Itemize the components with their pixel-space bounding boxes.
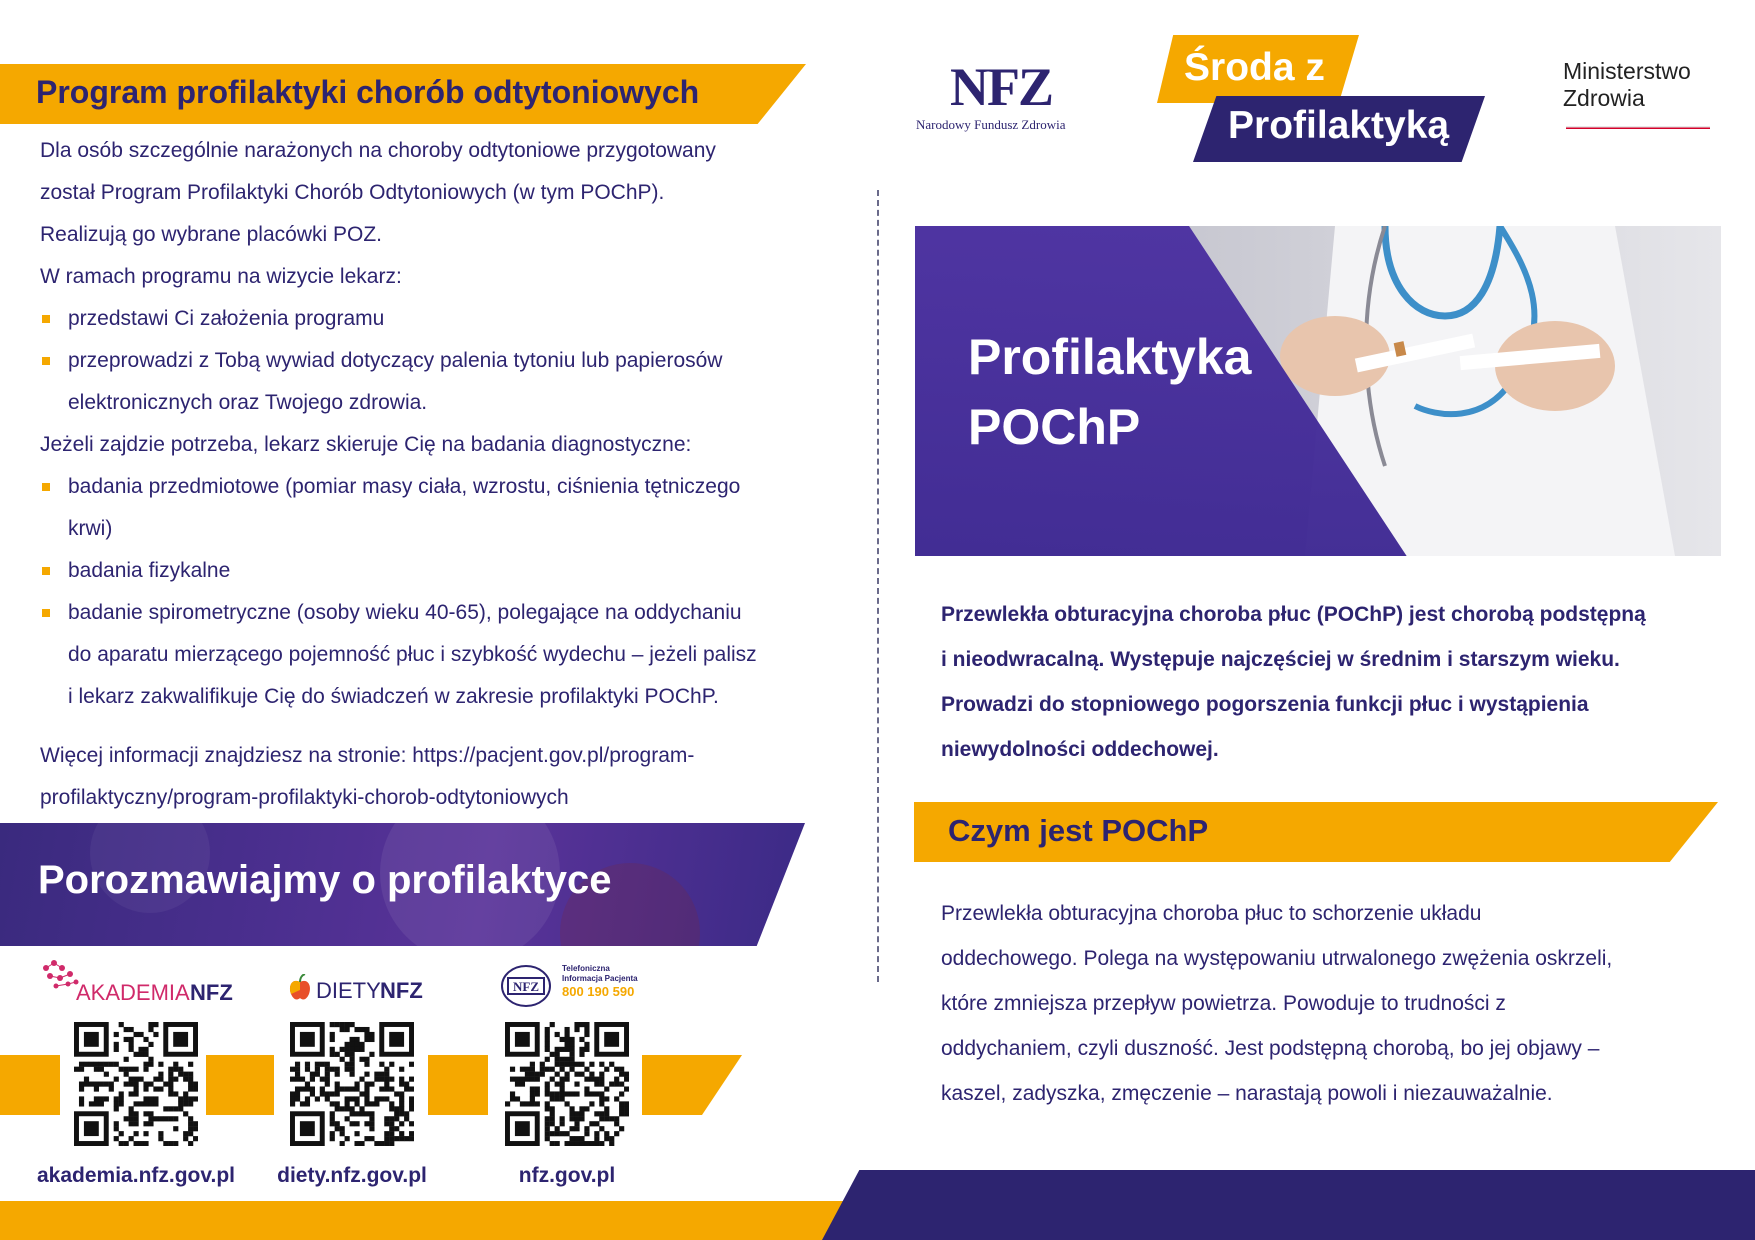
section-text: Przewlekła obturacyjna choroba płuc to schorzenie układu oddechowego. Polega na występowaniu utrwalonego zwężenia oskrzeli, które zmniejsza przepływ powietrza. Powoduje to trudności z oddychaniem, czyli duszność. Jest podstępną chorobą, bo jej objawy – kaszel, zadyszka, zmęczenie – narastają powoli i niezauważalnie. (941, 902, 1613, 1105)
akademia-nfz-logo[interactable]: AKADEMIA NFZ (40, 958, 250, 1006)
diety-nfz-logo[interactable]: DIETY NFZ (288, 974, 428, 1010)
program-url[interactable]: profilaktyczny/program-profilaktyki-chorob-odtytoniowych (40, 786, 569, 809)
list-item: badania fizykalne (40, 550, 820, 592)
section-title: Czym jest POChP (948, 813, 1209, 848)
qr-code-diety[interactable] (290, 1022, 414, 1146)
intro-line: został Program Profilaktyki Chorób Odtytoniowych (w tym POChP). (40, 181, 665, 204)
bullet-icon (42, 483, 50, 491)
bullet-icon (42, 315, 50, 323)
patient-hotline-logo[interactable]: NFZ Telefoniczna Informacja Pacjenta 800 190 590 (500, 962, 640, 1012)
akademia-link[interactable]: akademia.nfz.gov.pl (37, 1164, 235, 1187)
ministry-flag-line (1566, 126, 1710, 129)
intro-line: Realizują go wybrane placówki POZ. (40, 223, 382, 246)
banner-title: Porozmawiajmy o profilaktyce (38, 858, 612, 902)
bullet-icon (42, 357, 50, 365)
nfz-logo: NFZ (950, 57, 1052, 117)
nfz-logo-subtitle: Narodowy Fundusz Zdrowia (916, 117, 1066, 132)
visit-list (40, 298, 820, 424)
svg-text:NFZ: NFZ (513, 979, 539, 994)
strip (206, 1055, 274, 1115)
lead-paragraph: Przewlekła obturacyjna choroba płuc (POChP) jest chorobą podstępną i nieodwracalną. Występuje najczęściej w średnim i starszym wieku. Prowadzi do stopniowego pogorszenia funkcji płuc i wystąpienia niewydolności oddechowej. (941, 603, 1646, 761)
bullet-icon (42, 567, 50, 575)
campaign-logo-line1: Środa z (1184, 46, 1325, 89)
qr-code-nfz[interactable] (505, 1022, 629, 1146)
list-item: przedstawi Ci założenia programu (40, 298, 820, 340)
bullet-icon (42, 609, 50, 617)
list-item: przeprowadzi z Tobą wywiad dotyczący palenia tytoniu lub papierosów elektronicznych oraz Twojego zdrowia. (40, 340, 820, 424)
program-heading: Program profilaktyki chorób odtytoniowych (36, 74, 700, 110)
intro-line: Dla osób szczególnie narażonych na choroby odtytoniowe przygotowany (40, 139, 716, 162)
fold-divider (877, 190, 879, 982)
diety-link[interactable]: diety.nfz.gov.pl (277, 1164, 427, 1187)
program-description (40, 130, 820, 718)
list-item: badania przedmiotowe (pomiar masy ciała, wzrostu, ciśnienia tętniczego krwi) (40, 466, 820, 550)
qr-code-akademia[interactable] (74, 1022, 198, 1146)
diagnostics-intro: Jeżeli zajdzie potrzeba, lekarz skieruje Cię na badania diagnostyczne: (40, 433, 692, 456)
strip (0, 1055, 60, 1115)
phone-nfz-icon (500, 962, 556, 1008)
more-info: Więcej informacji znajdziesz na stronie: https://pacjent.gov.pl/program- profilaktyczny/program-profilaktyki-chorob-odtytoniowych (40, 735, 820, 819)
hero-title: Profilaktyka POChP (968, 329, 1252, 455)
strip (642, 1055, 742, 1115)
ministry-logo: Ministerstwo Zdrowia (1563, 58, 1691, 111)
campaign-logo-line2: Profilaktyką (1228, 104, 1450, 147)
strip (428, 1055, 488, 1115)
nfz-link[interactable]: nfz.gov.pl (518, 1164, 616, 1187)
diagnostics-list (40, 466, 820, 718)
footer-stripe-navy (822, 1170, 1755, 1240)
list-item: badanie spirometryczne (osoby wieku 40-65), polegające na oddychaniu do aparatu mierzącego pojemność płuc i szybkość wydechu – jeżeli palisz i lekarz zakwalifikuje Cię do świadczeń w zakresie profilaktyki POChP. (40, 592, 820, 718)
apple-icon (288, 974, 312, 1002)
intro-line: W ramach programu na wizycie lekarz: (40, 265, 402, 288)
footer-stripe-yellow (0, 1201, 860, 1240)
